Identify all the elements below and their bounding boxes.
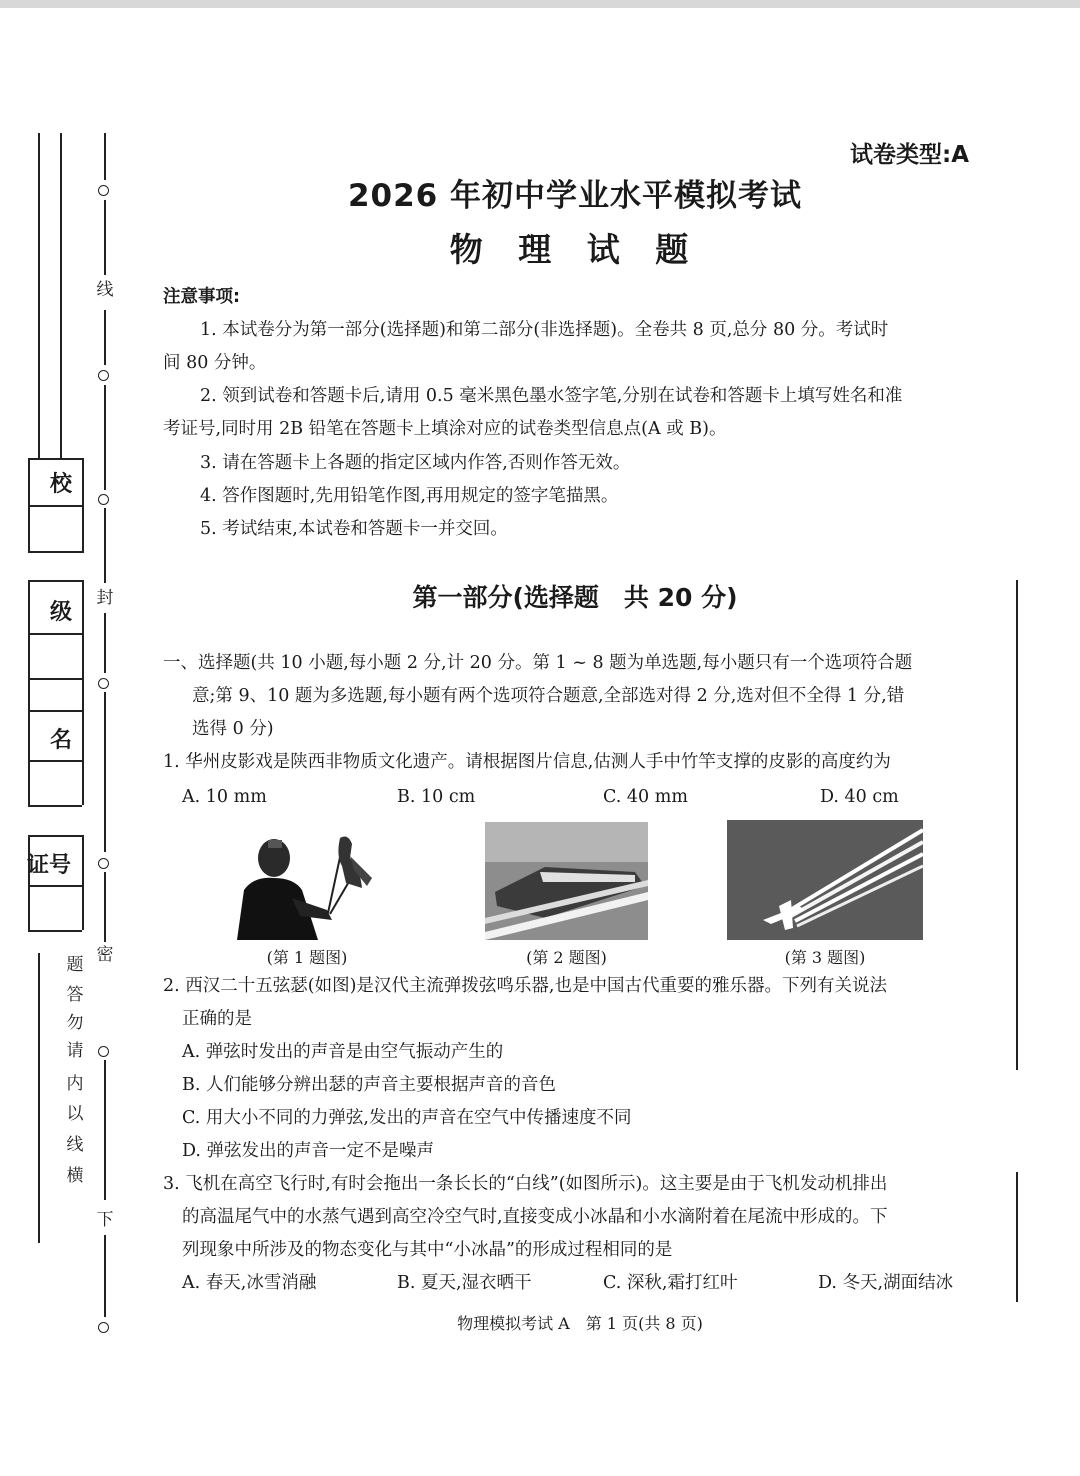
- option-d: D. 弹弦发出的声音一定不是噪声: [182, 1141, 435, 1161]
- figure-2-se-instrument-photo: [485, 822, 648, 940]
- right-margin-mark: [1016, 580, 1018, 1070]
- option-a: A. 10 mm: [182, 787, 267, 807]
- question-stem: 的高温尾气中的水蒸气遇到高空冷空气时,直接变成小冰晶和小水滴附着在尾流中形成的。下: [182, 1207, 888, 1227]
- top-edge: [0, 0, 1080, 8]
- option-c: C. 深秋,霜打红叶: [603, 1273, 738, 1293]
- figure-2-caption: (第 2 题图): [526, 948, 607, 967]
- option-b: B. 人们能够分辨出瑟的声音主要根据声音的音色: [182, 1075, 556, 1095]
- field-label-id: 证号: [27, 853, 72, 878]
- binding-ring: [98, 370, 109, 381]
- binding-ring: [98, 1322, 109, 1333]
- question-stem: 正确的是: [182, 1009, 252, 1029]
- exam-title: 2026 年初中学业水平模拟考试: [347, 178, 803, 214]
- seal-char-line: 线: [96, 280, 114, 300]
- note-line: 5. 考试结束,本试卷和答题卡一并交回。: [200, 519, 508, 539]
- question-stem: 1. 华州皮影戏是陕西非物质文化遗产。请根据图片信息,估测人手中竹竿支撑的皮影的高度约为: [163, 752, 891, 772]
- option-a: A. 春天,冰雪消融: [182, 1273, 317, 1293]
- paper-type: 试卷类型:A: [850, 142, 969, 168]
- binding-ring: [98, 494, 109, 505]
- figure-1-caption: (第 1 题图): [266, 948, 348, 967]
- instruction-line: 意;第 9、10 题为多选题,每小题有两个选项符合题意,全部选对得 2 分,选对但不全得 1 分,错: [192, 686, 905, 706]
- figure-3-caption: (第 3 题图): [784, 948, 866, 967]
- subject-title: 物 理 试 题: [449, 230, 701, 269]
- note-line: 2. 领到试卷和答题卡后,请用 0.5 毫米黑色墨水签字笔,分别在试卷和答题卡上填写姓名和准: [200, 386, 903, 406]
- instruction-line: 一、选择题(共 10 小题,每小题 2 分,计 20 分。第 1 ~ 8 题为单选题,每小题只有一个选项符合题: [163, 653, 913, 673]
- page-footer: 物理模拟考试 A 第 1 页(共 8 页): [457, 1314, 703, 1333]
- notes-heading: 注意事项:: [163, 287, 240, 307]
- option-c: C. 40 mm: [603, 787, 688, 807]
- question-stem: 2. 西汉二十五弦瑟(如图)是汉代主流弹拨弦鸣乐器,也是中国古代重要的雅乐器。下列有关说法: [163, 976, 887, 996]
- field-label-name: 名: [50, 728, 73, 753]
- note-line: 间 80 分钟。: [163, 353, 267, 373]
- figure-1-shadow-puppet-photo: [232, 828, 382, 940]
- note-line: 4. 答作图题时,先用铅笔作图,再用规定的签字笔描黑。: [200, 486, 619, 506]
- option-d: D. 冬天,湖面结冰: [818, 1273, 954, 1293]
- binding-ring: [98, 678, 109, 689]
- section-title: 第一部分(选择题 共 20 分): [412, 583, 738, 612]
- binding-ring: [98, 185, 109, 196]
- binding-ring: [98, 1046, 109, 1057]
- instruction-line: 选得 0 分): [192, 719, 274, 739]
- seal-char-secret: 密: [96, 945, 114, 965]
- right-margin-mark: [1016, 1172, 1018, 1302]
- field-label-class: 级: [50, 600, 73, 625]
- option-b: B. 10 cm: [397, 787, 476, 807]
- binding-ring: [98, 858, 109, 869]
- note-line: 3. 请在答题卡上各题的指定区域内作答,否则作答无效。: [200, 453, 631, 473]
- note-line: 考证号,同时用 2B 铅笔在答题卡上填涂对应的试卷类型信息点(A 或 B)。: [163, 419, 727, 439]
- option-c: C. 用大小不同的力弹弦,发出的声音在空气中传播速度不同: [182, 1108, 632, 1128]
- option-b: B. 夏天,湿衣晒干: [397, 1273, 532, 1293]
- option-d: D. 40 cm: [820, 787, 899, 807]
- question-stem: 列现象中所涉及的物态变化与其中“小冰晶”的形成过程相同的是: [182, 1240, 673, 1260]
- note-line: 1. 本试卷分为第一部分(选择题)和第二部分(非选择题)。全卷共 8 页,总分 80 分。考试时: [200, 320, 889, 340]
- option-a: A. 弹弦时发出的声音是由空气振动产生的: [182, 1042, 504, 1062]
- question-stem: 3. 飞机在高空飞行时,有时会拖出一条长长的“白线”(如图所示)。这主要是由于飞机发动机排出: [163, 1174, 888, 1194]
- seal-char-seal: 封: [96, 588, 114, 608]
- figure-3-airplane-contrail-photo: [727, 820, 923, 940]
- field-label-school: 校: [50, 472, 73, 497]
